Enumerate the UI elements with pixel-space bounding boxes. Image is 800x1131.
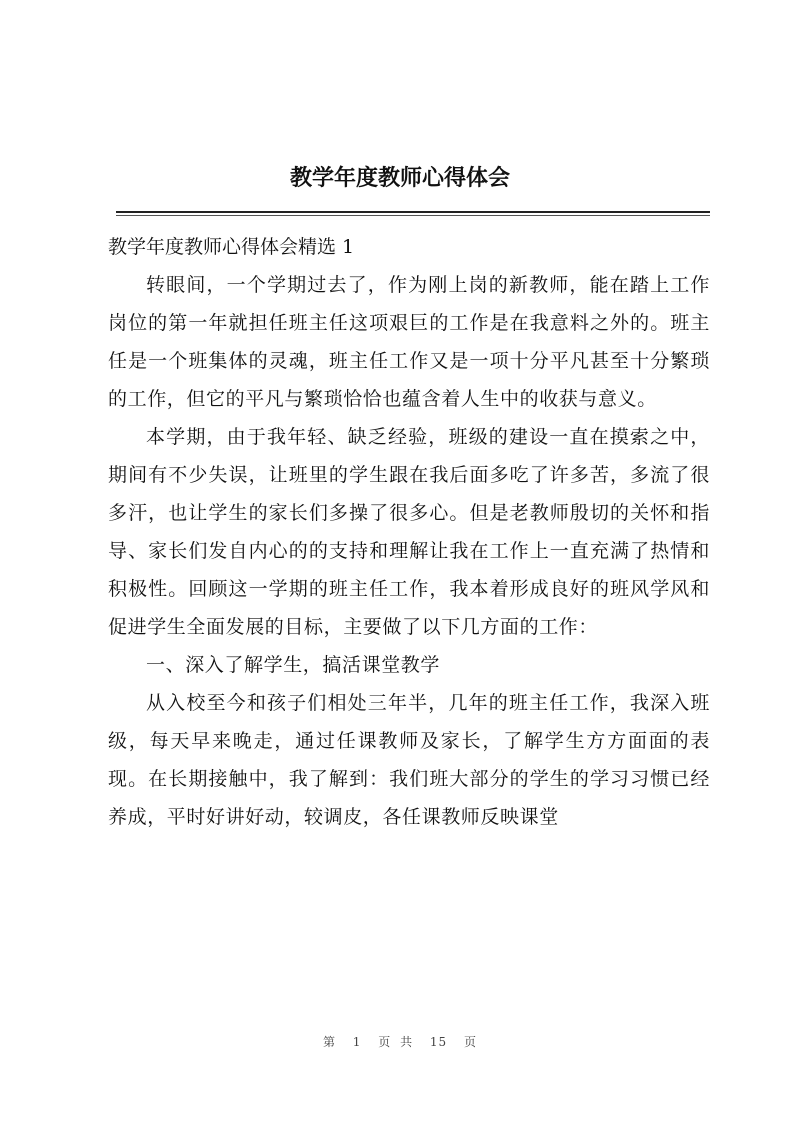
title-underline [116, 211, 710, 213]
footer-current-page: 1 [352, 1035, 362, 1049]
footer-total-pages: 15 [429, 1035, 448, 1049]
page-footer [0, 1033, 800, 1050]
paragraph-2: 本学期，由于我年轻、缺乏经验，班级的建设一直在摸索之中，期间有不少失误，让班里的学生跟在我后面多吃了许多苦，多流了很多汗，也让学生的家长们多操了很多心。但是老教师殷切的关怀和指导、家长们发自内心的的支持和理解让我在工作上一直充满了热情和积极性。回顾这一学期的班主任工作，我本着形成良好的班风学风和促进学生全面发展的目标，主要做了以下几方面的工作： [108, 426, 710, 638]
paragraph-1: 转眼间，一个学期过去了，作为刚上岗的新教师，能在踏上工作岗位的第一年就担任班主任这项艰巨的工作是在我意料之外的。班主任是一个班集体的灵魂，班主任工作又是一项十分平凡甚至十分繁琐的工作，但它的平凡与繁琐恰恰也蕴含着人生中的收获与意义。 [108, 274, 710, 410]
footer-label-page: 第 [322, 1035, 336, 1049]
document-title: 教学年度教师心得体会 [289, 165, 510, 191]
title-underline-thin [116, 215, 710, 216]
section-heading-1: 一、深入了解学生，搞活课堂教学 [146, 654, 441, 676]
document-body [108, 228, 710, 836]
paragraph-3: 从入校至今和孩子们相处三年半，几年的班主任工作，我深入班级，每天早来晚走，通过任课教师及家长，了解学生方方面面的表现。在长期接触中，我了解到：我们班大部分的学生的学习习惯已经养成，平时好讲好动，较调皮，各任课教师反映课堂 [108, 692, 710, 828]
footer-label-end: 页 [464, 1035, 478, 1049]
section-subtitle: 教学年度教师心得体会精选 1 [108, 236, 355, 258]
footer-label-of: 页 共 [378, 1035, 414, 1049]
